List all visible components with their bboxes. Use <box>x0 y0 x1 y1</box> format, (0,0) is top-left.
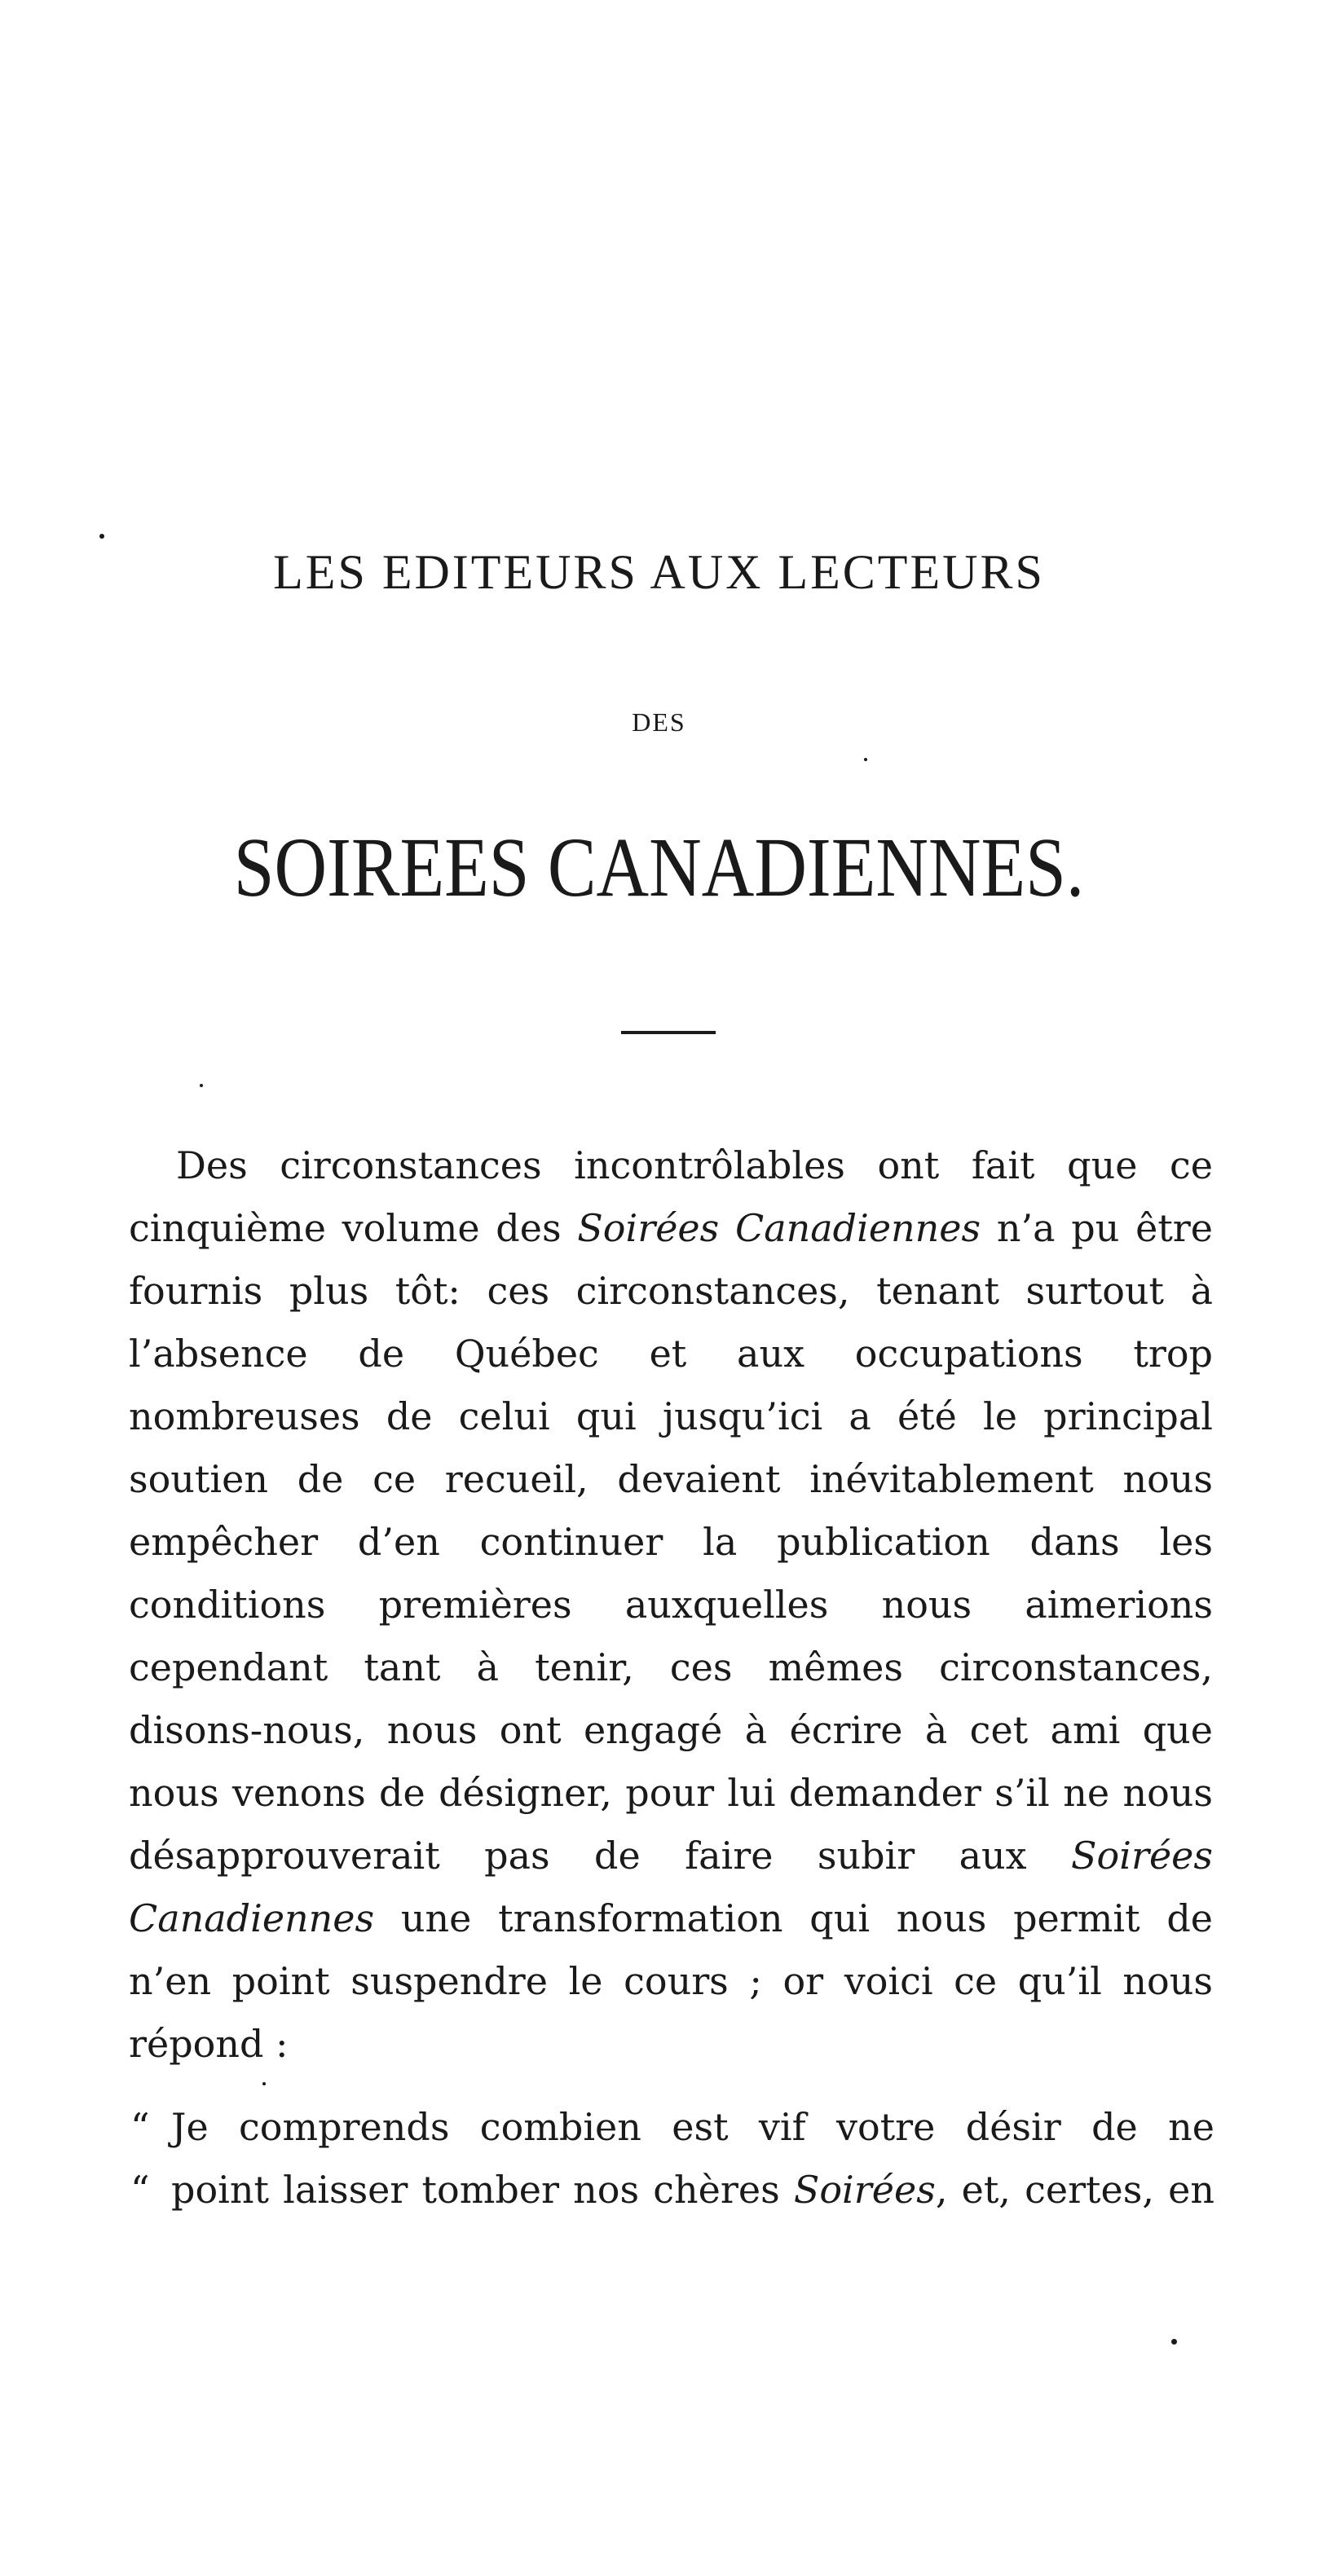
print-speck <box>1171 2339 1177 2345</box>
body-emphasis-1: Soirées Canadiennes <box>577 1206 981 1250</box>
heading-line-2: DES <box>632 707 686 737</box>
quote-text-1: Je comprends combien est vif votre désir de ne <box>171 2105 1214 2149</box>
quote-mark-2: “ <box>130 2168 150 2212</box>
heading-line-1: LES EDITEURS AUX LECTEURS <box>273 545 1045 599</box>
quote-line-2 <box>130 2159 1214 2222</box>
print-speck <box>262 2082 266 2085</box>
body-paragraph <box>129 1134 1213 2076</box>
heading-title: SOIREES CANADIENNES. <box>233 821 1085 914</box>
quote-block <box>130 2096 1214 2222</box>
body-text-a: Des circonstances incontrôlables ont fait que ce cinquième volume des <box>129 1143 1213 1250</box>
quote-mark-1: “ <box>130 2105 150 2149</box>
print-speck <box>99 534 104 539</box>
body-text-c: une transformation qui nous permit de n’en point suspendre le cours ; or voici ce qu’il nous répond : <box>129 1896 1213 2066</box>
quote-line-1 <box>130 2096 1214 2159</box>
body-emphasis-2: Soirées Canadiennes <box>129 1834 1213 1940</box>
print-speck <box>864 758 867 761</box>
quote-emphasis: Soirées <box>793 2168 936 2212</box>
quote-text-2b: , et, certes, en <box>935 2168 1214 2212</box>
quote-text-2a: point laisser tomber nos chères <box>171 2168 794 2212</box>
print-speck <box>200 1084 203 1087</box>
separator-rule <box>621 1031 716 1034</box>
quote-text-2 <box>171 2159 1214 2222</box>
body-text-b: n’a pu être fournis plus tôt: ces circonstances, tenant surtout à l’absence de Québec et aux occupations trop nombreuses de celui qui jusqu’ici a été le principal soutien de ce recueil, devaient inévitablement nous empêcher d’en continuer la publication dans les conditions premières auxquelles nous aimerions cependant tant à tenir, ces mêmes circonstances, disons-nous, nous ont engagé à écrire à cet ami que nous venons de désigner, pour lui demander s’il ne nous désapprouverait pas de faire subir aux <box>129 1206 1214 1878</box>
